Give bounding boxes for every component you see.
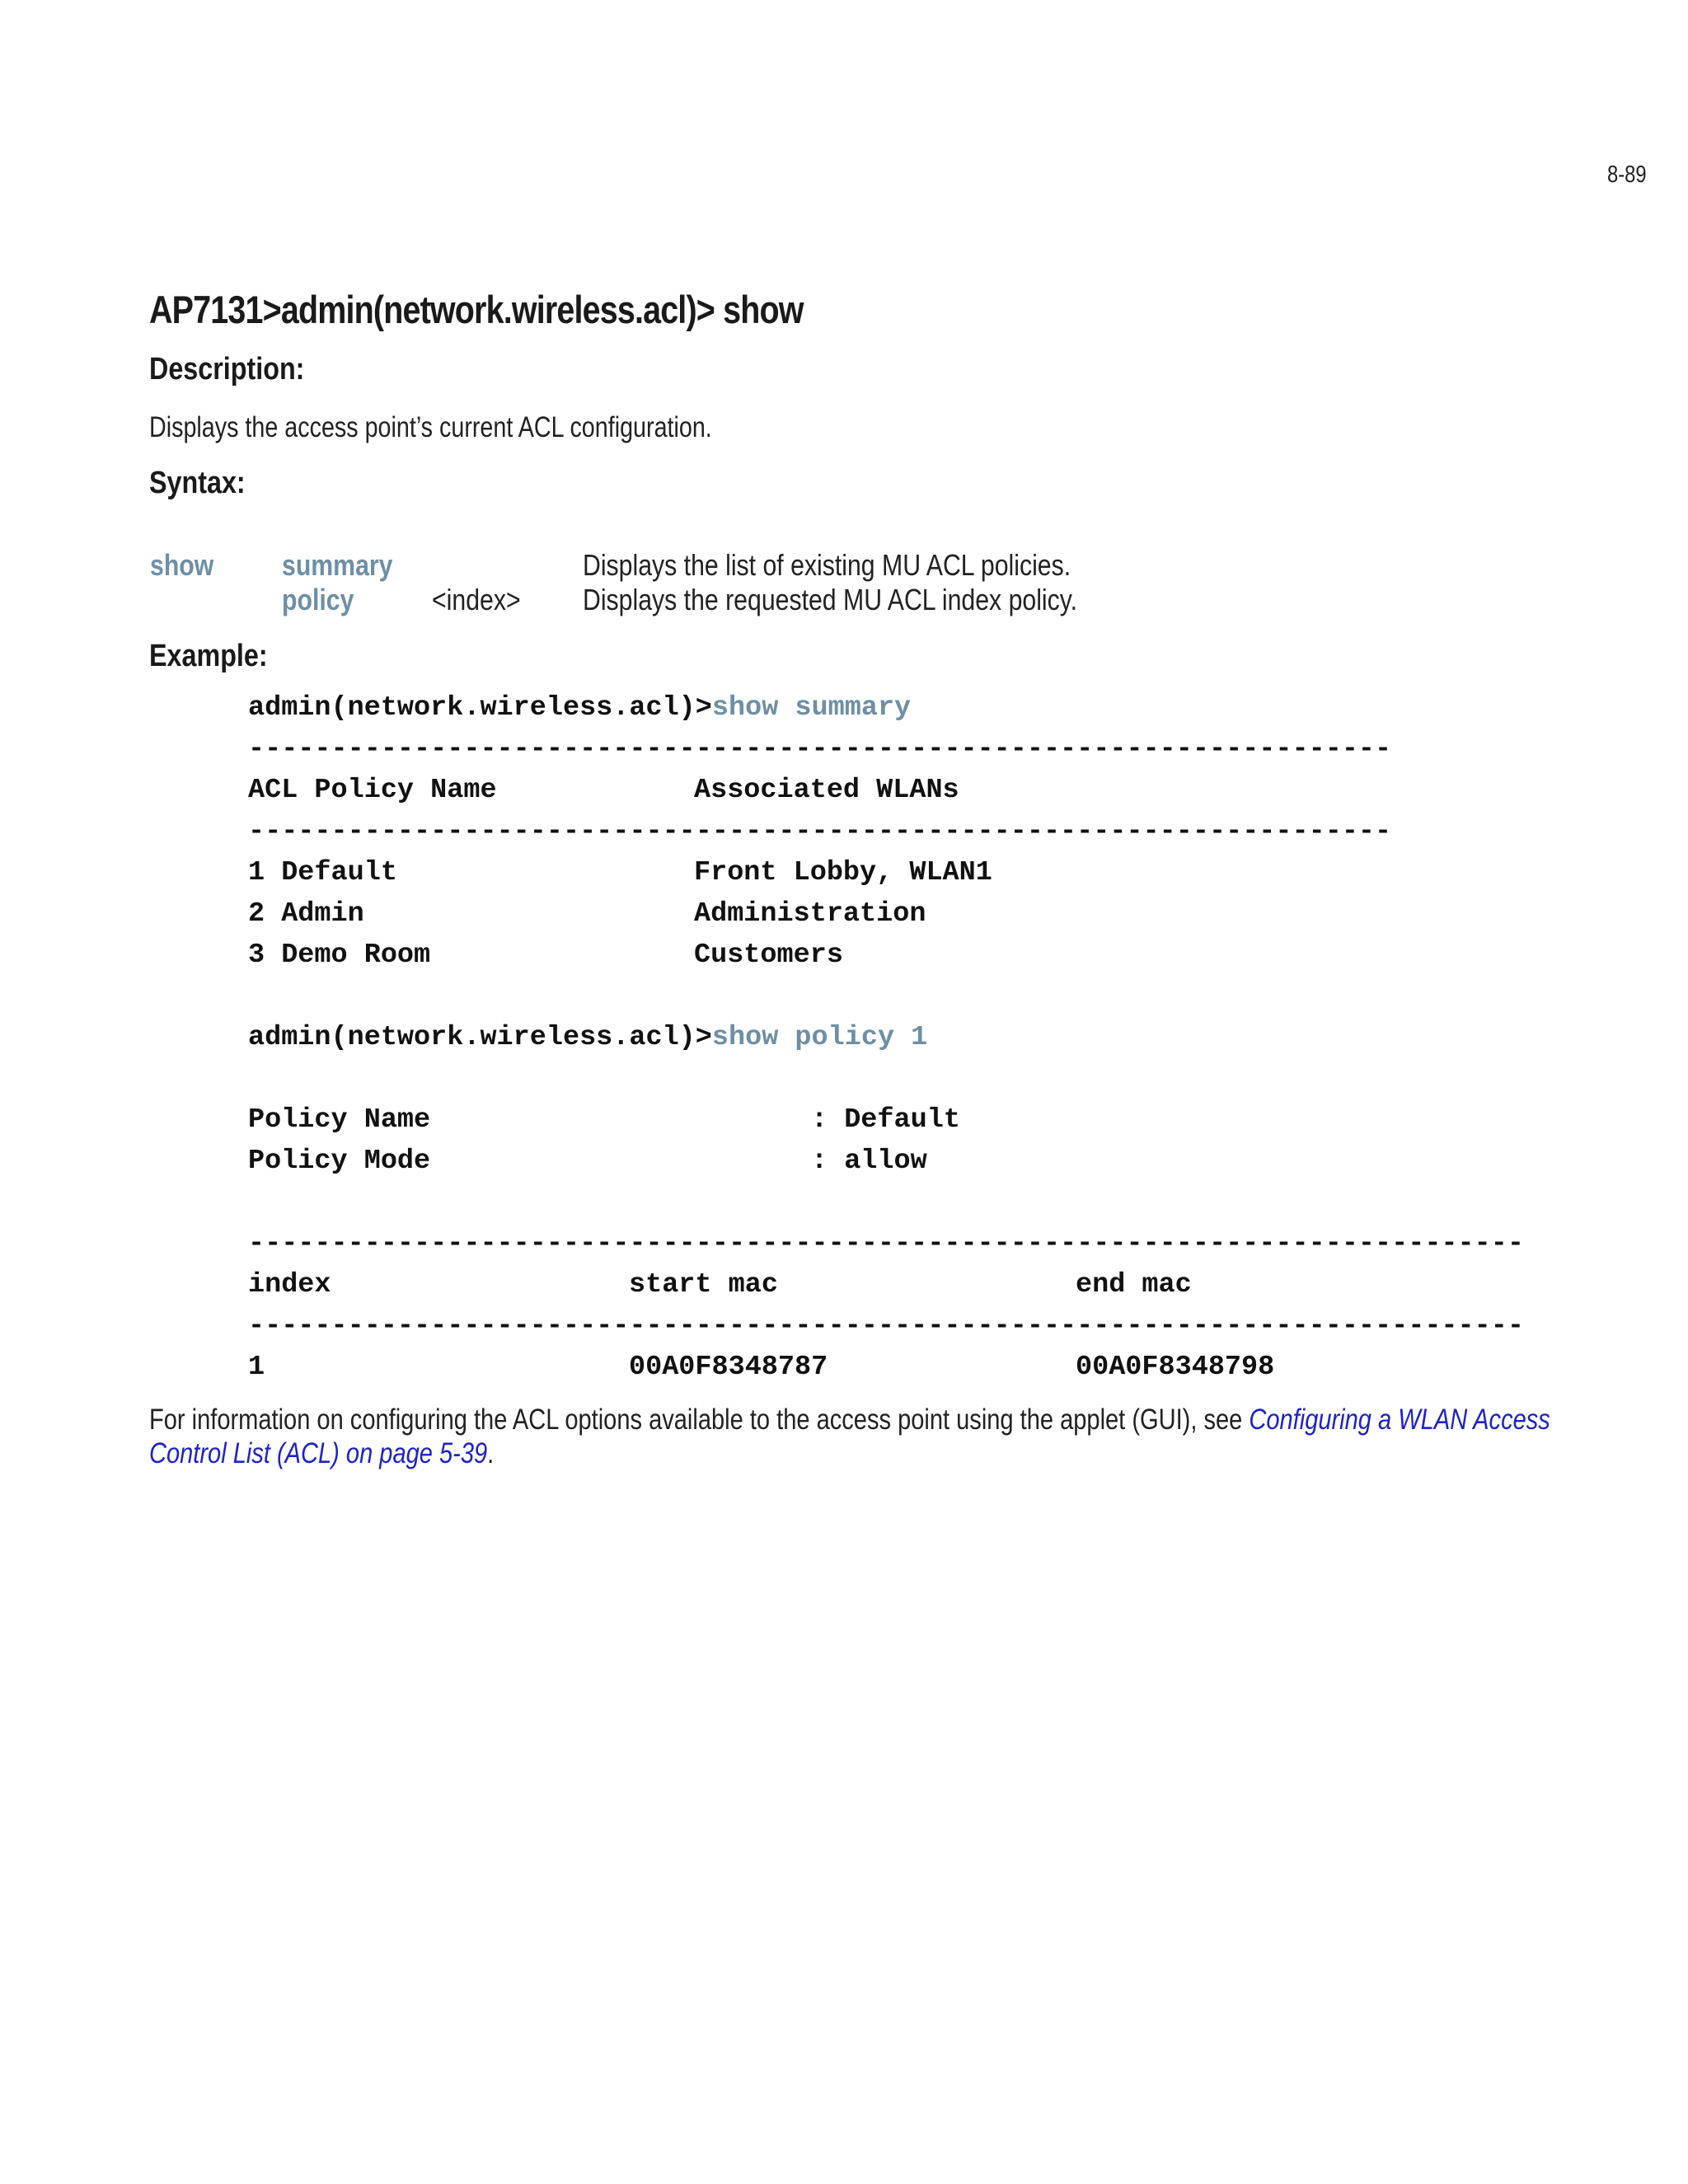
example-cmd2-line [248,1022,927,1053]
command-heading: AP7131>admin(network.wireless.acl)> show [149,288,804,331]
summary-col-wlans: Associated WLANs [694,775,959,806]
mac-row-start: 00A0F8348787 [629,1352,828,1383]
syntax-desc-policy: Displays the requested MU ACL index policy. [583,583,1078,616]
example-label: Example: [149,639,268,673]
table-row-wlans: Customers [694,940,843,971]
mac-col-end: end mac [1076,1269,1192,1301]
footer-period: . [487,1437,495,1469]
syntax-label: Syntax: [149,466,246,500]
policy-name-label: Policy Name [248,1104,431,1136]
table-row-name: 3 Demo Room [248,940,431,971]
description-label: Description: [149,352,305,387]
mac-col-start: start mac [629,1269,778,1301]
divider-rule: ----------------------------------------------------------------------------- [248,1228,1524,1259]
prompt: admin(network.wireless.acl)> [248,1022,712,1053]
syntax-desc-summary: Displays the list of existing MU ACL policies. [583,548,1071,582]
page-number: 8-89 [1607,162,1647,188]
mac-row-end: 00A0F8348798 [1076,1352,1275,1383]
table-row-name: 2 Admin [248,898,364,930]
policy-name-value: : Default [811,1104,960,1136]
footer-text: For information on configuring the ACL options available to the access point using the applet (GUI), see [149,1404,1250,1436]
divider-rule: ----------------------------------------------------------------------------- [248,1310,1524,1342]
policy-mode-label: Policy Mode [248,1146,431,1177]
table-row-name: 1 Default [248,857,397,888]
cross-reference-link-continued[interactable]: Control List (ACL) on page 5-39 [149,1437,488,1469]
description-text: Displays the access point’s current ACL configuration. [149,411,712,443]
syntax-command: show [150,548,214,582]
syntax-arg-index: <index> [432,583,521,616]
prompt: admin(network.wireless.acl)> [248,692,712,724]
syntax-keyword-policy: policy [282,583,354,616]
table-row-wlans: Front Lobby, WLAN1 [694,857,992,888]
example-cmd1-line [248,692,911,724]
policy-mode-value: : allow [811,1146,927,1177]
table-row-wlans: Administration [694,898,926,930]
command-show-summary: show summary [711,692,912,724]
syntax-keyword-summary: summary [282,548,393,582]
divider-rule: --------------------------------------------------------------------- [248,733,1392,765]
mac-row-index: 1 [248,1352,265,1383]
divider-rule: --------------------------------------------------------------------- [248,816,1392,847]
summary-col-name: ACL Policy Name [248,775,497,806]
cross-reference-link[interactable]: Configuring a WLAN Access [1249,1404,1550,1436]
footer-paragraph [149,1403,1550,1470]
command-show-policy: show policy 1 [711,1022,928,1053]
mac-col-index: index [248,1269,331,1301]
